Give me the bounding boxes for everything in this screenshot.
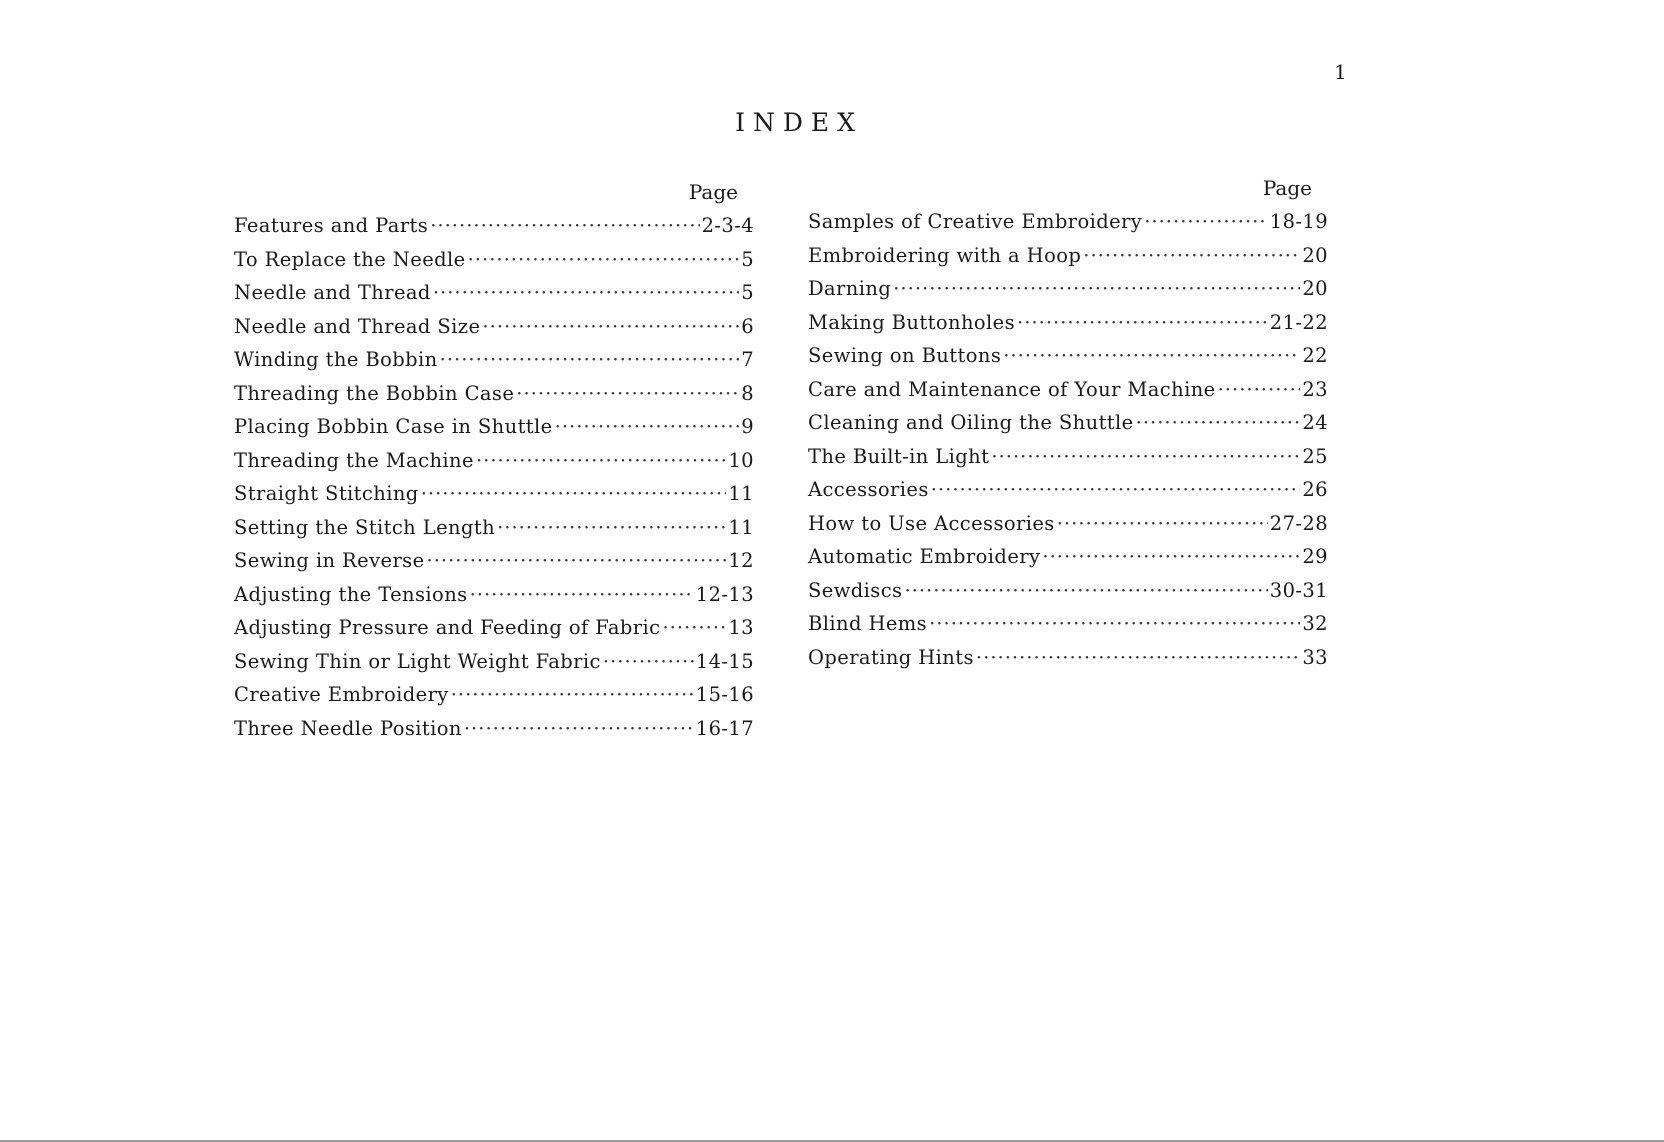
entry-page: 23 <box>1302 377 1328 401</box>
entry-label: Accessories <box>808 478 929 501</box>
entry-page: 11 <box>728 515 754 539</box>
page-number: 1 <box>1334 60 1347 84</box>
dot-leader <box>476 449 726 472</box>
entry-page: 20 <box>1302 243 1328 267</box>
index-entry <box>234 382 754 416</box>
dot-leader <box>904 579 1267 602</box>
entry-label: Automatic Embroidery <box>808 545 1041 568</box>
entry-label: Darning <box>808 277 892 300</box>
entry-page: 30-31 <box>1269 578 1328 602</box>
entry-label: Three Needle Position <box>234 716 462 740</box>
dot-leader <box>662 616 726 639</box>
entry-label: How to Use Accessories <box>808 511 1055 535</box>
dot-leader <box>464 717 694 740</box>
index-entry <box>808 344 1328 378</box>
entry-page: 27-28 <box>1269 511 1328 535</box>
entry-label: Threading the Machine <box>234 448 474 472</box>
index-entry <box>234 516 754 550</box>
index-entry <box>808 378 1328 412</box>
entry-page: 14-15 <box>695 649 754 673</box>
dot-leader <box>929 612 1300 635</box>
entry-label: Embroidering with a Hoop <box>808 243 1082 267</box>
index-entry <box>234 616 754 650</box>
entry-page: 16-17 <box>695 716 754 740</box>
entry-page: 15-16 <box>695 683 754 706</box>
entry-label: Winding the Bobbin <box>234 348 438 371</box>
entry-label: Sewing in Reverse <box>234 549 425 572</box>
entry-page: 26 <box>1302 478 1328 501</box>
dot-leader <box>1057 512 1268 535</box>
index-entry <box>808 311 1328 345</box>
index-entry <box>234 683 754 717</box>
index-entry <box>234 248 754 282</box>
entry-label: Needle and Thread Size <box>234 314 481 338</box>
entry-label: Care and Maintenance of Your Machine <box>808 377 1216 401</box>
index-entry <box>234 717 754 751</box>
entry-page: 25 <box>1302 444 1328 468</box>
entry-page: 20 <box>1302 277 1328 300</box>
index-entry <box>234 281 754 315</box>
dot-leader <box>482 315 739 338</box>
index-entry <box>234 348 754 382</box>
index-entry <box>808 411 1328 445</box>
dot-leader <box>421 482 727 505</box>
index-entry <box>234 315 754 349</box>
index-column-right <box>808 176 1328 679</box>
index-entry <box>808 277 1328 311</box>
entry-label: Threading the Bobbin Case <box>234 381 515 405</box>
dot-leader <box>1136 411 1301 434</box>
entry-label: Sewing on Buttons <box>808 344 1002 367</box>
entry-page: 12 <box>728 549 754 572</box>
entry-label: Blind Hems <box>808 612 928 635</box>
entry-page: 29 <box>1302 545 1328 568</box>
entry-label: Straight Stitching <box>234 482 419 505</box>
entry-label: Operating Hints <box>808 645 974 669</box>
entry-page: 18-19 <box>1269 210 1328 233</box>
entry-page: 9 <box>741 415 754 438</box>
dot-leader <box>1003 344 1300 367</box>
entry-label: Adjusting Pressure and Feeding of Fabric <box>234 616 661 639</box>
entry-label: Sewdiscs <box>808 578 903 602</box>
entry-page: 5 <box>741 247 754 271</box>
index-column-left <box>234 180 754 750</box>
entry-page: 11 <box>728 482 754 505</box>
entry-label: Samples of Creative Embroidery <box>808 210 1143 233</box>
dot-leader <box>433 281 739 304</box>
index-entry <box>234 650 754 684</box>
dot-leader <box>427 549 727 572</box>
entry-page: 7 <box>741 348 754 371</box>
dot-leader <box>468 248 740 271</box>
entry-page: 33 <box>1302 645 1328 669</box>
dot-leader <box>603 650 694 673</box>
dot-leader <box>440 348 740 371</box>
index-entry <box>808 646 1328 680</box>
entry-label: To Replace the Needle <box>234 247 466 271</box>
dot-leader <box>1083 244 1300 267</box>
index-entry <box>808 210 1328 244</box>
dot-leader <box>555 415 740 438</box>
index-entry <box>234 449 754 483</box>
index-entry <box>808 612 1328 646</box>
index-entry <box>234 415 754 449</box>
page-column-header: Page <box>688 180 738 204</box>
index-entry <box>808 244 1328 278</box>
dot-leader <box>991 445 1300 468</box>
entry-page: 2-3-4 <box>701 214 754 237</box>
entry-label: Setting the Stitch Length <box>234 515 496 539</box>
dot-leader <box>931 478 1301 501</box>
entry-page: 6 <box>741 314 754 338</box>
index-entry <box>808 545 1328 579</box>
page-title: INDEX <box>735 108 863 137</box>
dot-leader <box>1144 210 1268 233</box>
entry-label: Needle and Thread <box>234 281 431 304</box>
entry-page: 13 <box>728 616 754 639</box>
entry-label: Cleaning and Oiling the Shuttle <box>808 411 1134 434</box>
dot-leader <box>470 583 694 606</box>
entry-page: 5 <box>741 281 754 304</box>
entry-page: 21-22 <box>1269 310 1328 334</box>
entry-label: Placing Bobbin Case in Shuttle <box>234 415 553 438</box>
entry-page: 8 <box>741 381 754 405</box>
entry-page: 12-13 <box>695 582 754 606</box>
entry-label: The Built-in Light <box>808 444 990 468</box>
index-entry <box>234 549 754 583</box>
dot-leader <box>516 382 739 405</box>
index-entry <box>808 445 1328 479</box>
index-entry <box>808 478 1328 512</box>
dot-leader <box>976 646 1300 669</box>
entry-label: Creative Embroidery <box>234 683 449 706</box>
index-entry <box>234 214 754 248</box>
page-column-header: Page <box>1262 176 1312 200</box>
index-entry <box>808 579 1328 613</box>
dot-leader <box>893 277 1300 300</box>
entry-label: Features and Parts <box>234 214 429 237</box>
index-entry <box>234 583 754 617</box>
entry-page: 22 <box>1302 344 1328 367</box>
dot-leader <box>1017 311 1268 334</box>
entry-label: Sewing Thin or Light Weight Fabric <box>234 649 601 673</box>
dot-leader <box>430 214 699 237</box>
entry-page: 10 <box>728 448 754 472</box>
dot-leader <box>497 516 726 539</box>
index-entry <box>808 512 1328 546</box>
entry-page: 24 <box>1302 411 1328 434</box>
index-entry <box>234 482 754 516</box>
entry-page: 32 <box>1302 612 1328 635</box>
entry-label: Adjusting the Tensions <box>234 582 468 606</box>
dot-leader <box>451 683 694 706</box>
entry-label: Making Buttonholes <box>808 310 1016 334</box>
dot-leader <box>1218 378 1301 401</box>
dot-leader <box>1042 545 1300 568</box>
